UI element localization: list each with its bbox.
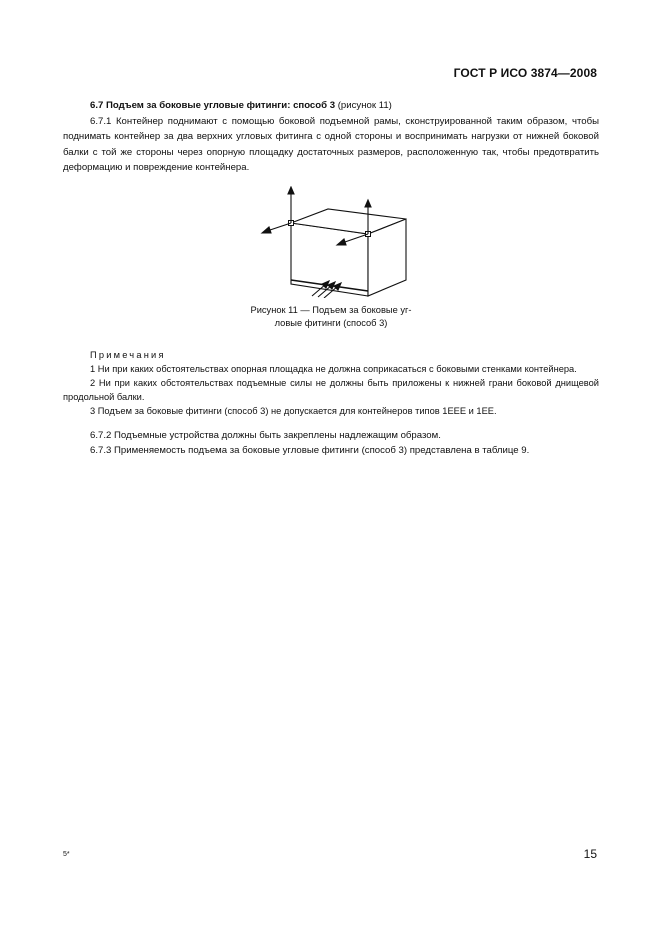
page-content [63,98,599,459]
figure-caption [231,304,431,330]
note-3: 3 Подъем за боковые фитинги (способ 3) не допускается для контейнеров типов 1EEE и 1EE. [90,405,497,416]
document-id: ГОСТ Р ИСО 3874—2008 [453,66,597,80]
note-1: 1 Ни при каких обстоятельствах опорная площадка не должна соприкасаться с боковыми стенками контейнера. [90,363,577,374]
lift-arrow-out-left [267,223,291,231]
paragraph-6-7-1: 6.7.1 Контейнер поднимают с помощью боковой подъемной рамы, сконструированной таким образом, чтобы поднимать контейнер за два верхних угловых фитинга с одной стороны и воспринимать нагрузки от нижней боковой балки с той же стороны через опорную площадку достаточных размеров, расположенную так, чтобы предотвратить деформацию и повреждение контейнера. [63,115,599,173]
caption-line-2: ловые фитинги (способ 3) [274,317,388,328]
note-2: 2 Ни при каких обстоятельствах подъемные силы не должны быть приложены к нижней грани боковой днищевой продольной балки. [63,377,599,402]
section-figure-ref: (рисунок 11) [335,100,392,111]
notes-title: Примечания [90,349,166,360]
page-number: 15 [583,847,597,861]
paragraph-6-7-2: 6.7.2 Подъемные устройства должны быть закреплены надлежащим образом. [90,429,441,441]
paragraph-6-7-3: 6.7.3 Применяемость подъема за боковые угловые фитинги (способ 3) представлена в таблице 9. [90,445,530,456]
caption-line-1: Рисунок 11 — Подъем за боковые уг- [250,304,412,315]
notes-block [63,348,599,418]
section-heading [63,98,599,114]
signature-mark: 5* [63,851,70,858]
section-title: 6.7 Подъем за боковые угловые фитинги: способ 3 [90,100,336,111]
container-lifting-figure [231,186,431,298]
